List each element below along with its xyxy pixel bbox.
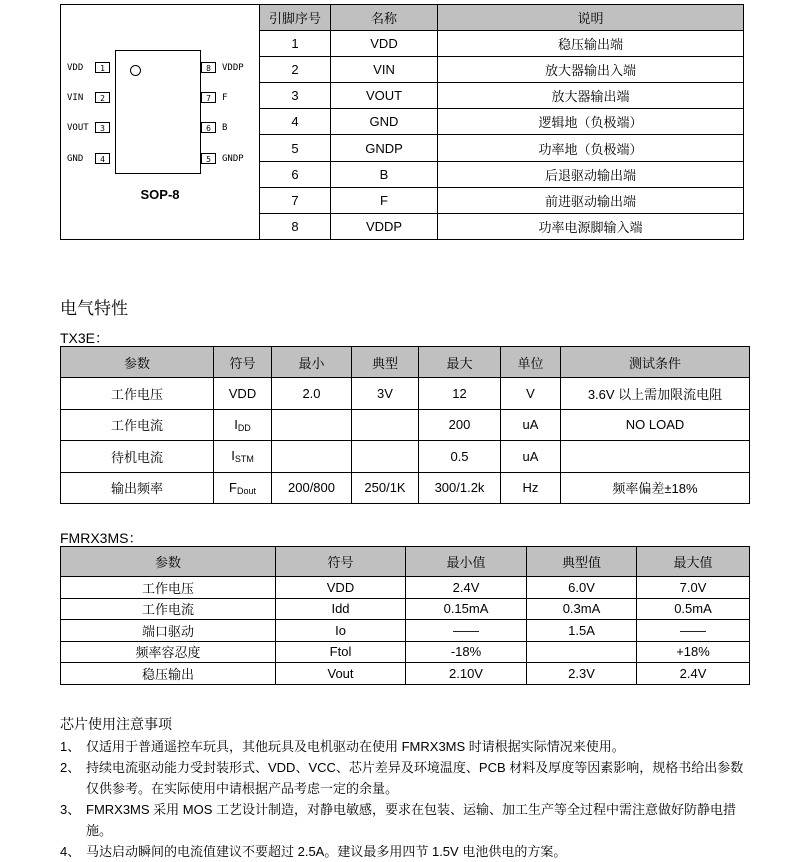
- min-cell: 200/800: [272, 472, 352, 503]
- right-pin-number: 7: [201, 92, 216, 103]
- column-header: 最大: [419, 347, 501, 378]
- left-pin-label: VDD: [67, 63, 84, 73]
- notes-title: 芯片使用注意事项: [60, 716, 172, 732]
- pin-name-cell: VOUT: [331, 83, 438, 109]
- chip-body: [115, 50, 201, 174]
- left-pin-label: VOUT: [67, 123, 89, 133]
- table-row: [61, 641, 750, 663]
- pin-desc-cell: 放大器输出端: [438, 83, 744, 109]
- min-cell: [272, 409, 352, 440]
- param-cell: 输出频率: [61, 472, 214, 503]
- pin-number-cell: 2: [260, 57, 331, 83]
- note-item: [60, 841, 750, 862]
- symbol-subscript: DD: [237, 422, 251, 433]
- param-cell: 工作电流: [61, 409, 214, 440]
- table-row: [61, 598, 750, 620]
- max-cell: 7.0V: [637, 577, 750, 599]
- note-number: 4、: [60, 844, 81, 859]
- typ-cell: 250/1K: [352, 472, 419, 503]
- condition-cell: NO LOAD: [561, 409, 750, 440]
- min-cell: ——: [406, 620, 527, 642]
- pin-desc-cell: 稳压输出端: [438, 31, 744, 57]
- column-header: 测试条件: [561, 347, 750, 378]
- right-pin-number: 5: [201, 153, 216, 164]
- param-cell: 端口驱动: [61, 620, 276, 642]
- symbol-text: I: [231, 448, 235, 464]
- left-pin-label: GND: [67, 154, 84, 164]
- typ-cell: [352, 409, 419, 440]
- param-cell: 工作电压: [61, 577, 276, 599]
- pin-number-cell: 7: [260, 187, 331, 213]
- note-item: [60, 736, 750, 757]
- column-header: 名称: [331, 5, 438, 31]
- column-header: 单位: [501, 347, 561, 378]
- max-cell: 12: [419, 378, 501, 409]
- symbol-text: F: [229, 479, 237, 495]
- min-cell: 2.10V: [406, 663, 527, 685]
- typ-cell: [352, 441, 419, 472]
- fmrx3ms-title: FMRX3MS：: [60, 530, 143, 546]
- right-pin-label: F: [222, 93, 228, 103]
- table-header-row: [61, 547, 750, 577]
- chip-diagram: [61, 5, 259, 239]
- max-cell: 0.5mA: [637, 598, 750, 620]
- min-cell: 2.0: [272, 378, 352, 409]
- max-cell: 300/1.2k: [419, 472, 501, 503]
- column-header: 最小值: [406, 547, 527, 577]
- param-cell: 频率容忍度: [61, 641, 276, 663]
- typ-cell: 0.3mA: [527, 598, 637, 620]
- pin-name-cell: GNDP: [331, 135, 438, 161]
- table-row: [61, 441, 750, 472]
- note-text: 仅适用于普通遥控车玩具，其他玩具及电机驱动在使用 FMRX3MS 时请根据实际情况来使用。: [86, 739, 625, 754]
- max-cell: 0.5: [419, 441, 501, 472]
- min-cell: 0.15mA: [406, 598, 527, 620]
- right-pin-label: GNDP: [222, 154, 244, 164]
- table-header-row: [61, 347, 750, 378]
- pin-desc-cell: 前进驱动输出端: [438, 187, 744, 213]
- left-pin-number: 1: [95, 62, 110, 73]
- right-pin-label: B: [222, 123, 228, 133]
- column-header: 典型值: [527, 547, 637, 577]
- unit-cell: Hz: [501, 472, 561, 503]
- unit-cell: V: [501, 378, 561, 409]
- right-pin-label: VDDP: [222, 63, 244, 73]
- typ-cell: 6.0V: [527, 577, 637, 599]
- symbol-cell: [214, 441, 272, 472]
- tx3e-table: [60, 346, 750, 504]
- pin1-marker-icon: [130, 65, 141, 76]
- column-header: 参数: [61, 347, 214, 378]
- symbol-cell: VDD: [276, 577, 406, 599]
- pin-name-cell: F: [331, 187, 438, 213]
- column-header: 参数: [61, 547, 276, 577]
- right-pin-number: 6: [201, 122, 216, 133]
- note-item: [60, 799, 750, 841]
- symbol-cell: [214, 472, 272, 503]
- symbol-cell: [214, 378, 272, 409]
- pin-number-cell: 1: [260, 31, 331, 57]
- left-pin-number: 3: [95, 122, 110, 133]
- left-pin-number: 2: [95, 92, 110, 103]
- fmrx3ms-table: [60, 546, 750, 685]
- table-row: [61, 472, 750, 503]
- pin-desc-cell: 逻辑地（负极端）: [438, 109, 744, 135]
- left-pin-label: VIN: [67, 93, 84, 103]
- table-row: [61, 378, 750, 409]
- condition-cell: 频率偏差±18%: [561, 472, 750, 503]
- right-pin-number: 8: [201, 62, 216, 73]
- condition-cell: 3.6V 以上需加限流电阻: [561, 378, 750, 409]
- package-name: SOP-8: [140, 187, 180, 202]
- usage-notes: [60, 714, 750, 862]
- note-number: 3、: [60, 802, 81, 817]
- typ-cell: 2.3V: [527, 663, 637, 685]
- symbol-cell: Ftol: [276, 641, 406, 663]
- note-number: 1、: [60, 739, 81, 754]
- pin-name-cell: B: [331, 161, 438, 187]
- pin-desc-cell: 功率电源脚输入端: [438, 213, 744, 239]
- column-header: 最小: [272, 347, 352, 378]
- pin-number-cell: 8: [260, 213, 331, 239]
- table-row: [61, 663, 750, 685]
- max-cell: ——: [637, 620, 750, 642]
- max-cell: +18%: [637, 641, 750, 663]
- note-text: 持续电流驱动能力受封装形式、VDD、VCC、芯片差异及环境温度、PCB 材料及厚度等因素影响，规格书给出参数仅供参考。在实际使用中请根据产品考虑一定的余量。: [86, 760, 744, 796]
- symbol-subscript: Dout: [236, 485, 256, 496]
- typ-cell: 1.5A: [527, 620, 637, 642]
- table-row: [61, 620, 750, 642]
- column-header: 引脚序号: [260, 5, 331, 31]
- pin-name-cell: VDD: [331, 31, 438, 57]
- section-title: 电气特性: [60, 299, 128, 318]
- pin-number-cell: 6: [260, 161, 331, 187]
- pin-desc-cell: 放大器输出入端: [438, 57, 744, 83]
- tx3e-title: TX3E：: [60, 330, 110, 346]
- note-item: [60, 757, 750, 799]
- pin-number-cell: 4: [260, 109, 331, 135]
- min-cell: -18%: [406, 641, 527, 663]
- symbol-subscript: STM: [234, 454, 254, 465]
- column-header: 最大值: [637, 547, 750, 577]
- unit-cell: uA: [501, 441, 561, 472]
- table-row: [61, 577, 750, 599]
- pin-name-cell: VIN: [331, 57, 438, 83]
- note-number: 2、: [60, 760, 81, 775]
- condition-cell: [561, 441, 750, 472]
- symbol-text: VDD: [228, 385, 257, 401]
- max-cell: 200: [419, 409, 501, 440]
- pin-desc-cell: 功率地（负极端）: [438, 135, 744, 161]
- param-cell: 工作电压: [61, 378, 214, 409]
- symbol-cell: Idd: [276, 598, 406, 620]
- column-header: 符号: [276, 547, 406, 577]
- pin-name-cell: VDDP: [331, 213, 438, 239]
- typ-cell: [527, 641, 637, 663]
- note-text: FMRX3MS 采用 MOS 工艺设计制造，对静电敏感，要求在包装、运输、加工生产等全过程中需注意做好防静电措施。: [86, 802, 737, 838]
- symbol-cell: Vout: [276, 663, 406, 685]
- min-cell: [272, 441, 352, 472]
- symbol-text: I: [234, 416, 238, 432]
- pin-desc-cell: 后退驱动输出端: [438, 161, 744, 187]
- param-cell: 稳压输出: [61, 663, 276, 685]
- min-cell: 2.4V: [406, 577, 527, 599]
- param-cell: 工作电流: [61, 598, 276, 620]
- symbol-cell: Io: [276, 620, 406, 642]
- pin-table-header: [61, 5, 744, 31]
- unit-cell: uA: [501, 409, 561, 440]
- max-cell: 2.4V: [637, 663, 750, 685]
- note-text: 马达启动瞬间的电流值建议不要超过 2.5A。建议最多用四节 1.5V 电池供电的方案。: [86, 844, 567, 859]
- pin-table: [60, 4, 744, 240]
- pin-name-cell: GND: [331, 109, 438, 135]
- table-row: [61, 409, 750, 440]
- column-header: 典型: [352, 347, 419, 378]
- symbol-cell: [214, 409, 272, 440]
- left-pin-number: 4: [95, 153, 110, 164]
- pin-number-cell: 5: [260, 135, 331, 161]
- column-header: 符号: [214, 347, 272, 378]
- param-cell: 待机电流: [61, 441, 214, 472]
- chip-diagram-cell: [61, 5, 260, 240]
- column-header: 说明: [438, 5, 744, 31]
- typ-cell: 3V: [352, 378, 419, 409]
- pin-number-cell: 3: [260, 83, 331, 109]
